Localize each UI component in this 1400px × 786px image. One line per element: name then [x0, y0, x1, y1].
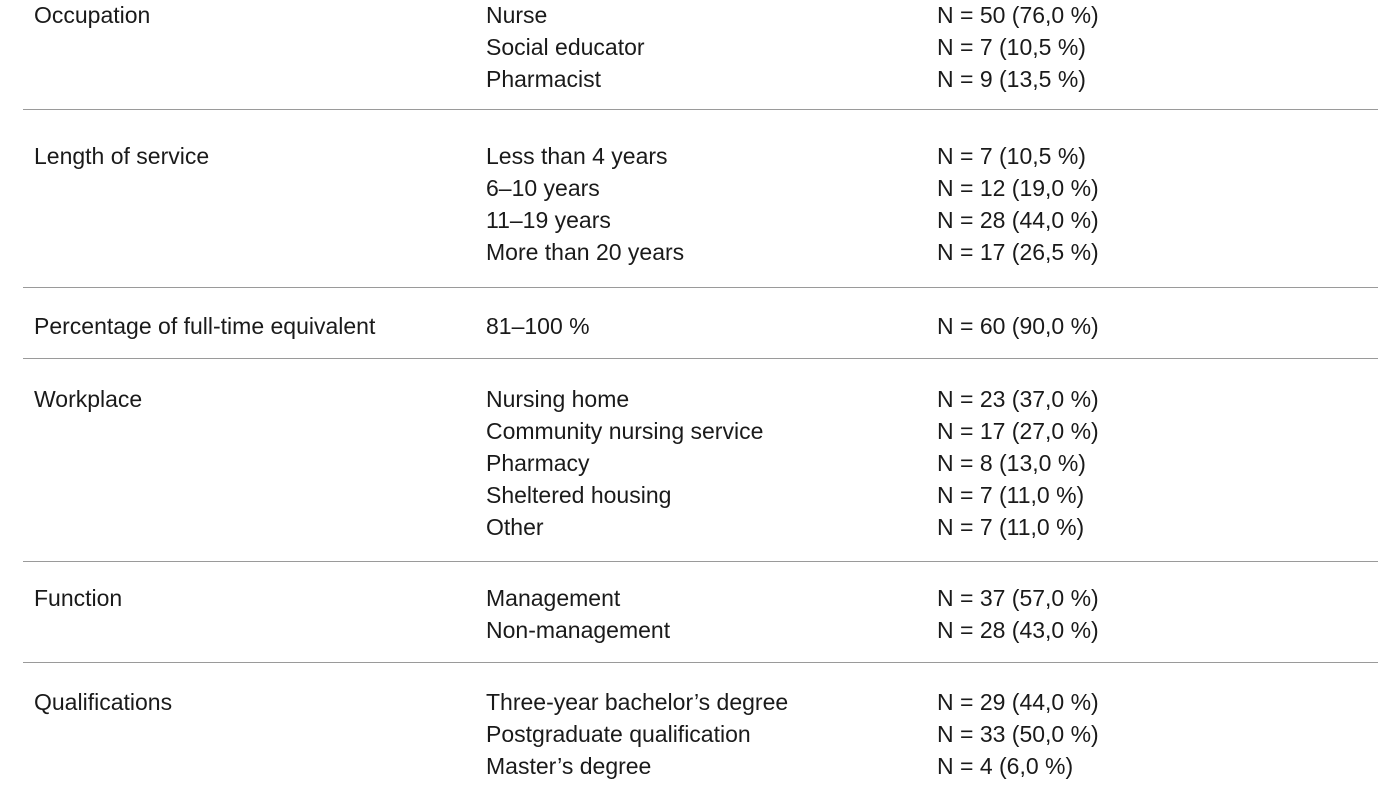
- category-label: Function: [34, 585, 123, 611]
- item-label: More than 20 years: [486, 239, 685, 265]
- count-value: N = 28 (44,0 %): [937, 207, 1099, 233]
- table-group-qualifications: [23, 663, 1378, 782]
- count-value: N = 4 (6,0 %): [937, 753, 1074, 779]
- count-value: N = 8 (13,0 %): [937, 450, 1086, 476]
- count-value: N = 23 (37,0 %): [937, 386, 1099, 412]
- table-row: [23, 383, 1378, 415]
- table-row: [23, 31, 1378, 63]
- table-group-workplace: [23, 359, 1378, 562]
- item-label: Postgraduate qualification: [486, 721, 751, 747]
- table-group-function: [23, 562, 1378, 663]
- table-group-occupation: [23, 0, 1378, 110]
- item-label: Pharmacy: [486, 450, 590, 476]
- item-label: 6–10 years: [486, 175, 600, 201]
- category-label: Occupation: [34, 2, 151, 28]
- table-row: [23, 718, 1378, 750]
- table-row: [23, 614, 1378, 646]
- item-label: Other: [486, 514, 544, 540]
- item-label: Three-year bachelor’s degree: [486, 689, 789, 715]
- count-value: N = 7 (10,5 %): [937, 34, 1086, 60]
- count-value: N = 33 (50,0 %): [937, 721, 1099, 747]
- table-row: [23, 310, 1378, 342]
- table-row: [23, 63, 1378, 95]
- item-label: Pharmacist: [486, 66, 602, 92]
- count-value: N = 17 (27,0 %): [937, 418, 1099, 444]
- count-value: N = 50 (76,0 %): [937, 2, 1099, 28]
- item-label: Sheltered housing: [486, 482, 672, 508]
- table-row: [23, 447, 1378, 479]
- count-value: N = 37 (57,0 %): [937, 585, 1099, 611]
- count-value: N = 60 (90,0 %): [937, 313, 1099, 339]
- item-label: Community nursing service: [486, 418, 764, 444]
- table-row: [23, 750, 1378, 782]
- table-group-length-of-service: [23, 110, 1378, 288]
- item-label: Social educator: [486, 34, 645, 60]
- count-value: N = 17 (26,5 %): [937, 239, 1099, 265]
- demographics-table: [23, 0, 1378, 782]
- table-group-full-time-equivalent: [23, 288, 1378, 359]
- item-label: Master’s degree: [486, 753, 652, 779]
- table-row: [23, 582, 1378, 614]
- category-label: Length of service: [34, 143, 210, 169]
- category-label: Workplace: [34, 386, 143, 412]
- item-label: 81–100 %: [486, 313, 590, 339]
- item-label: Less than 4 years: [486, 143, 668, 169]
- count-value: N = 28 (43,0 %): [937, 617, 1099, 643]
- table-row: [23, 140, 1378, 172]
- count-value: N = 7 (11,0 %): [937, 482, 1085, 508]
- category-label: Qualifications: [34, 689, 173, 715]
- item-label: Nursing home: [486, 386, 630, 412]
- item-label: Management: [486, 585, 621, 611]
- table-row: [23, 204, 1378, 236]
- count-value: N = 9 (13,5 %): [937, 66, 1086, 92]
- item-label: 11–19 years: [486, 207, 611, 233]
- table-row: [23, 0, 1378, 31]
- item-label: Nurse: [486, 2, 548, 28]
- count-value: N = 7 (10,5 %): [937, 143, 1086, 169]
- item-label: Non-management: [486, 617, 671, 643]
- table-row: [23, 172, 1378, 204]
- count-value: N = 12 (19,0 %): [937, 175, 1099, 201]
- category-label: Percentage of full-time equivalent: [34, 313, 376, 339]
- table-row: [23, 479, 1378, 511]
- table-row: [23, 236, 1378, 268]
- table-row: [23, 511, 1378, 543]
- table-row: [23, 415, 1378, 447]
- count-value: N = 29 (44,0 %): [937, 689, 1099, 715]
- count-value: N = 7 (11,0 %): [937, 514, 1085, 540]
- table-row: [23, 686, 1378, 718]
